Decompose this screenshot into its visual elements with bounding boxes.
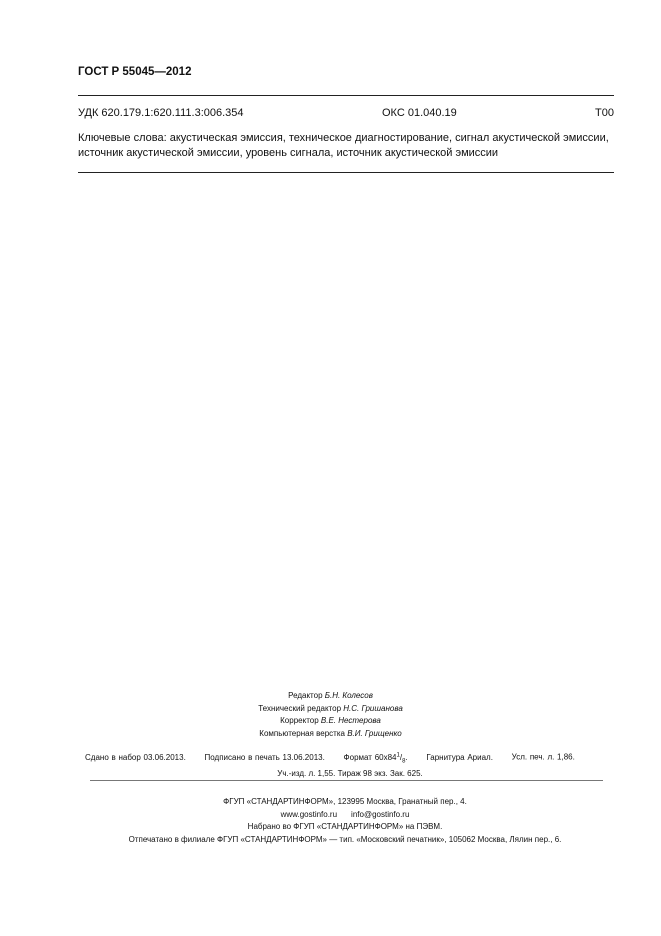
credit-tech-editor <box>0 703 661 716</box>
credit-name: Б.Н. Колесов <box>324 691 373 700</box>
printed-note: Отпечатано в филиале ФГУП «СТАНДАРТИНФОРМ» — тип. «Московский печатник», 105062 Москва, Лялин пер., 6. <box>128 834 562 844</box>
keywords-line: источник акустической эмиссии, уровень сигнала, источник акустической эмиссии <box>78 147 499 159</box>
publisher-address: ФГУП «СТАНДАРТИНФОРМ», 123995 Москва, Гранатный пер., 4. <box>223 797 467 806</box>
email-link[interactable]: info@gostinfo.ru <box>351 809 410 819</box>
typeface: Гарнитура Ариал. <box>426 752 493 762</box>
imprint-block <box>0 796 661 846</box>
publication-block <box>85 749 615 780</box>
credit-layout <box>0 728 661 741</box>
credit-corrector <box>0 715 661 728</box>
document-code: ГОСТ Р 55045—2012 <box>78 66 192 78</box>
typeset-note: Набрано во ФГУП «СТАНДАРТИНФОРМ» на ПЭВМ. <box>247 822 443 831</box>
top-rule <box>78 95 614 96</box>
paper-format: Формат $60х84^1/_8$. <box>343 752 408 765</box>
group-code: Т00 <box>595 107 614 119</box>
website-link[interactable]: www.gostinfo.ru <box>280 809 338 819</box>
publication-line-2: Уч.-изд. л. 1,55. Тираж 98 экз. Зак. 625. <box>277 768 423 778</box>
credits-block <box>0 690 661 740</box>
publication-line <box>85 749 615 768</box>
signed-date: Подписано в печать 13.06.2013. <box>204 752 325 762</box>
credit-role: Технический редактор <box>258 703 342 713</box>
credit-role: Компьютерная верстка <box>259 728 345 738</box>
oks-code: ОКС 01.040.19 <box>382 107 457 119</box>
credit-name: Н.С. Гришанова <box>343 703 403 713</box>
udk-code: УДК 620.179.1:620.111.3:006.354 <box>78 107 244 119</box>
credit-name: В.Е. Нестерова <box>320 716 381 725</box>
credit-role: Редактор <box>288 691 323 700</box>
submitted-date: Сдано в набор 03.06.2013. <box>85 752 186 762</box>
keywords-rule <box>78 172 614 173</box>
keywords-line: Ключевые слова: акустическая эмиссия, техническое диагностирование, сигнал акустической эмиссии, <box>78 132 609 144</box>
credit-role: Корректор <box>280 716 319 725</box>
credit-editor <box>0 690 661 703</box>
keywords-block <box>78 131 618 161</box>
credit-name: В.И. Грищенко <box>347 728 402 738</box>
contacts <box>0 809 661 822</box>
print-sheets: Усл. печ. л. 1,86. <box>511 752 575 762</box>
imprint-rule <box>90 780 603 781</box>
